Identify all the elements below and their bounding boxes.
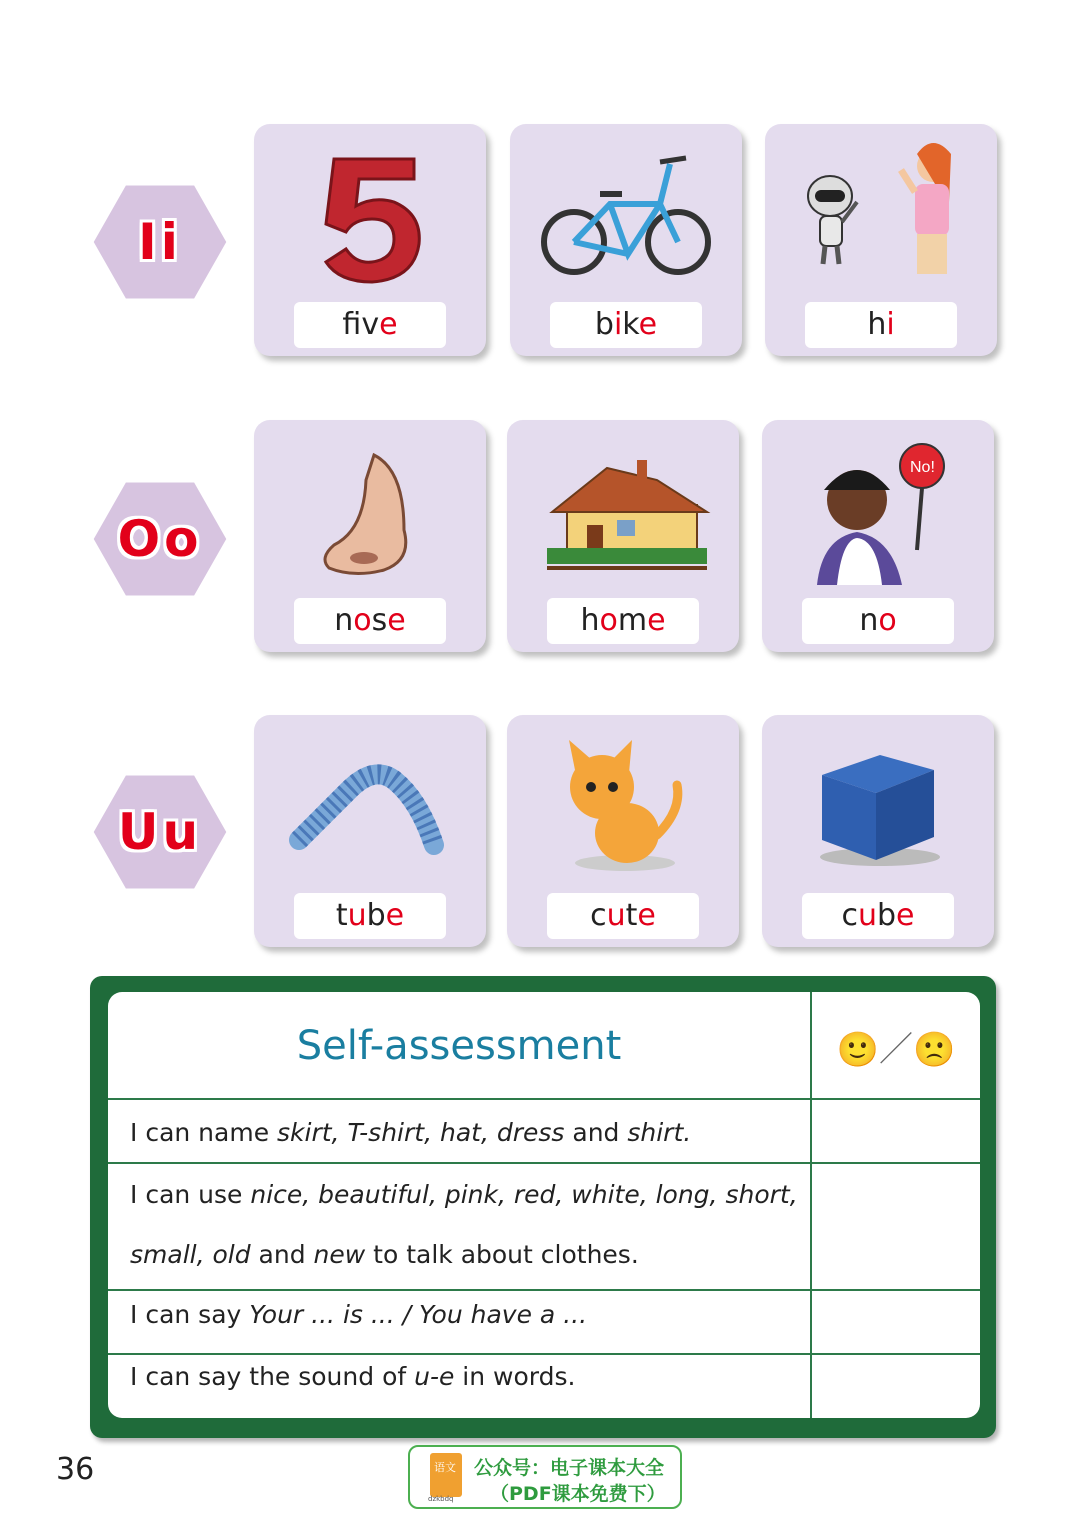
word-label: bike <box>550 302 702 348</box>
statement-3: I can say Your ... is ... / You have a ... <box>130 1300 588 1329</box>
statement-2-line2: small, old and new to talk about clothes. <box>130 1240 639 1269</box>
house-icon <box>507 420 739 592</box>
boy-no-sign-icon <box>762 420 994 592</box>
card-five <box>254 124 486 356</box>
word-label: tube <box>294 893 446 939</box>
svg-text:No!: No! <box>910 459 935 476</box>
nose-icon <box>254 420 486 592</box>
number-five-icon <box>254 124 486 296</box>
tube-icon <box>254 715 486 887</box>
stamp-line-1: 公众号：电子课本大全 <box>474 1457 665 1479</box>
word-label: cube <box>802 893 954 939</box>
word-label: cute <box>547 893 699 939</box>
stamp-line-2: （PDF课本免费下） <box>490 1483 666 1505</box>
card-cute <box>507 715 739 947</box>
card-hi <box>765 124 997 356</box>
word-label: home <box>547 598 699 644</box>
statement-1: I can name skirt, T-shirt, hat, dress and shirt. <box>130 1118 692 1147</box>
card-home <box>507 420 739 652</box>
statement-4: I can say the sound of u-e in words. <box>130 1362 576 1391</box>
face-icons: 🙂／🙁 <box>836 1029 956 1070</box>
word-label: fve <box>294 302 446 348</box>
assessment-table <box>108 992 980 1418</box>
letter-hexagon-i <box>90 182 230 302</box>
book-icon: 语文 <box>430 1453 462 1497</box>
statement-2-line1: I can use nice, beautiful, pink, red, white, long, short, <box>130 1180 798 1209</box>
cube-icon <box>762 715 994 887</box>
letter-hexagon-u <box>90 772 230 892</box>
stamp-tiny-text: dzkbdq <box>428 1495 454 1503</box>
assessment-title: Self-assessment <box>296 1023 622 1069</box>
bicycle-icon <box>510 124 742 296</box>
card-no <box>762 420 994 652</box>
card-cube <box>762 715 994 947</box>
card-tube <box>254 715 486 947</box>
letter-label: Uu <box>117 803 203 861</box>
card-bike <box>510 124 742 356</box>
letter-hexagon-o <box>90 479 230 599</box>
robot-girl-waving-icon <box>765 124 997 296</box>
watermark-stamp <box>408 1445 682 1509</box>
card-nose <box>254 420 486 652</box>
word-label: no <box>802 598 954 644</box>
kitten-icon <box>507 715 739 887</box>
word-label: nose <box>294 598 446 644</box>
letter-label: Ii <box>138 213 182 271</box>
word-label: hi <box>805 302 957 348</box>
letter-label: Oo <box>117 510 203 568</box>
page-number: 36 <box>56 1452 95 1487</box>
